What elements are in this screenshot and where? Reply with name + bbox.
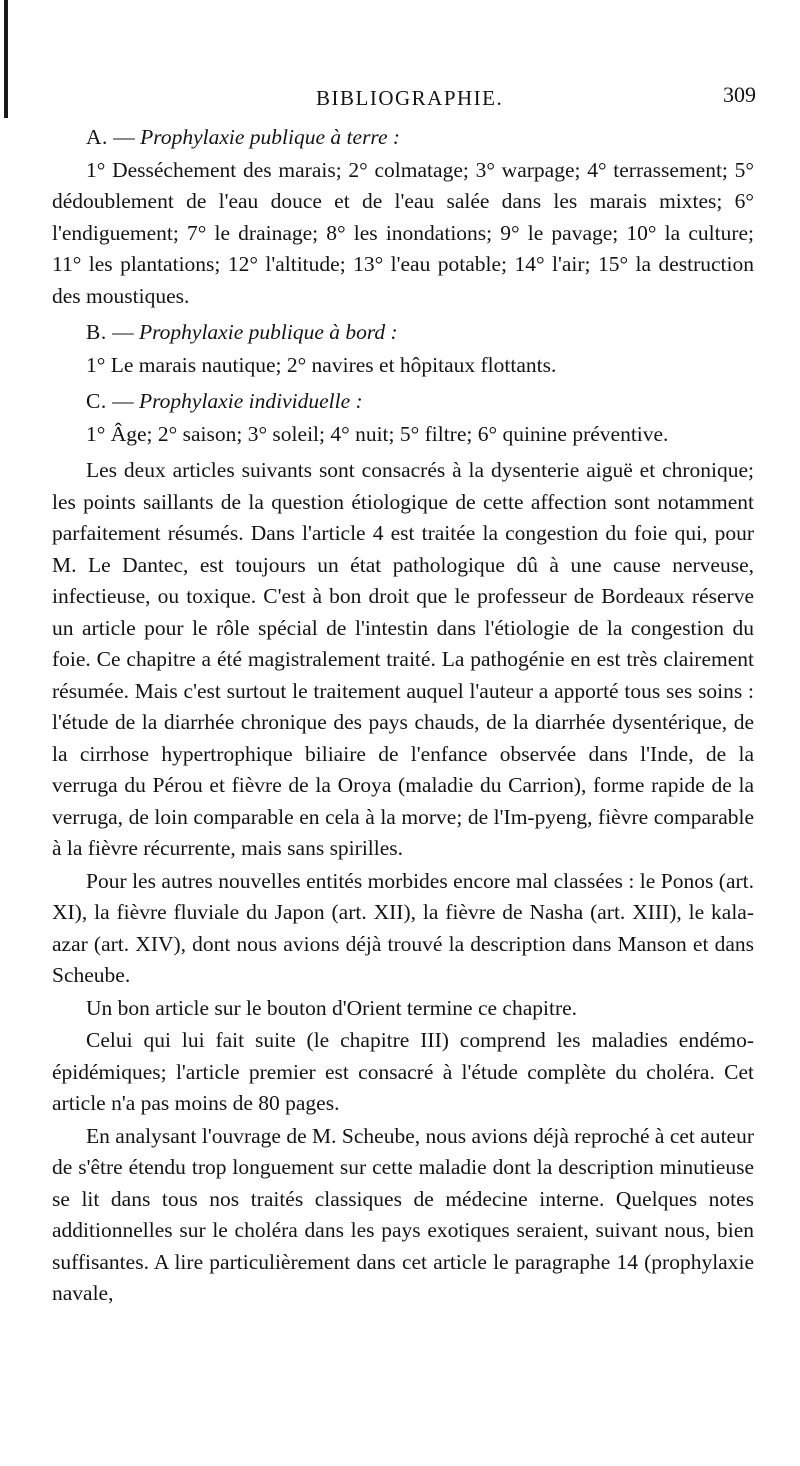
- scan-edge-mark: [4, 0, 8, 118]
- section-items-a: 1° Desséchement des marais; 2° colmatage; 3° warpage; 4° terrassement; 5° dédoublement de l'eau douce et de l'eau salée dans les marais mixtes; 6° l'endiguement; 7° le drainage; 8° les inondations; 9° le pavage; 10° la culture; 11° les plantations; 12° l'altitude; 13° l'eau potable; 14° l'air; 15° la destruction des moustiques.: [52, 157, 754, 308]
- body-text: [52, 122, 754, 1310]
- section-heading-c: C. — Prophylaxie individuelle :: [86, 389, 363, 413]
- section-letter: A.: [86, 125, 108, 149]
- section-title: Prophylaxie publique à bord :: [138, 320, 398, 344]
- paragraph: Celui qui lui fait suite (le chapitre III) comprend les maladies endémo-épidémiques; l'article premier est consacré à l'étude complète du choléra. Cet article n'a pas moins de 80 pages.: [52, 1028, 754, 1115]
- section-title: Prophylaxie individuelle :: [138, 389, 363, 413]
- section-items-b: 1° Le marais nautique; 2° navires et hôpitaux flottants.: [86, 352, 557, 377]
- section-heading-a: A. — Prophylaxie publique à terre :: [86, 125, 401, 149]
- paragraph: En analysant l'ouvrage de M. Scheube, nous avions déjà reproché à cet auteur de s'être étendu trop longuement sur cette maladie dont la description minutieuse se lit dans tous nos traités classiques de médecine interne. Quelques notes additionnelles sur le choléra dans les pays exotiques seraient, suivant nous, bien suffisantes. A lire particulièrement dans cet article le paragraphe 14 (prophylaxie navale,: [52, 1123, 754, 1305]
- section-title: Prophylaxie publique à terre :: [140, 125, 401, 149]
- section-heading-b: B. — Prophylaxie publique à bord :: [86, 320, 398, 344]
- paragraph: Les deux articles suivants sont consacrés à la dysenterie aiguë et chronique; les points saillants de la question étiologique de cette affection sont notamment parfaitement résumés. Dans l'article 4 est traitée la congestion du foie qui, pour M. Le Dantec, est toujours un état pathologique dû à une cause nerveuse, infectieuse, ou toxique. C'est à bon droit que le professeur de Bordeaux réserve un article pour le rôle spécial de l'intestin dans l'étiologie de la congestion du foie. Ce chapitre a été magistralement traité. La pathogénie en est très clairement résumée. Mais c'est surtout le traitement auquel l'auteur a apporté tous ses soins : l'étude de la diarrhée chronique des pays chauds, de la diarrhée dysentérique, de la cirrhose hypertrophique biliaire de l'enfance observée dans l'Inde, de la verruga du Pérou et fièvre de la Oroya (maladie du Carrion), forme rapide de la verruga, de loin comparable en cela à la morve; de l'Im-pyeng, fièvre comparable à la fièvre récurrente, mais sans spirilles.: [52, 458, 754, 860]
- paragraph: Un bon article sur le bouton d'Orient termine ce chapitre.: [86, 995, 578, 1020]
- paragraph: Pour les autres nouvelles entités morbides encore mal classées : le Ponos (art. XI), la fièvre fluviale du Japon (art. XII), la fièvre de Nasha (art. XIII), le kala-azar (art. XIV), dont nous avions déjà trouvé la description dans Manson et dans Scheube.: [52, 868, 754, 987]
- page-number: 309: [723, 82, 756, 107]
- section-letter: B.: [86, 320, 107, 344]
- running-head: BIBLIOGRAPHIE.: [316, 86, 504, 110]
- section-letter: C.: [86, 389, 107, 413]
- section-items-c: 1° Âge; 2° saison; 3° soleil; 4° nuit; 5° filtre; 6° quinine préventive.: [86, 421, 669, 446]
